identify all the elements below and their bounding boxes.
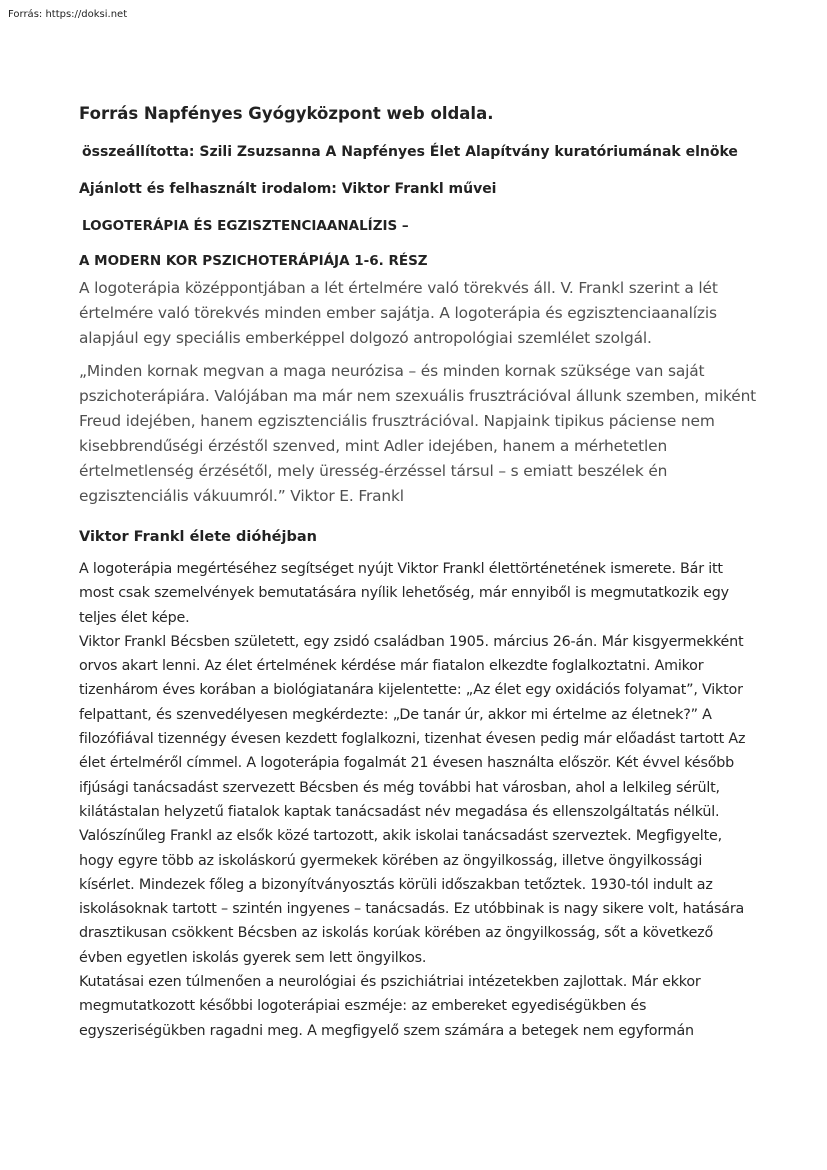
body-paragraph-3: Kutatásai ezen túlmenően a neurológiai és pszichiátriai intézetekben zajlottak. Már ekkor megmutatkozott későbbi logoterápiai eszméje: az embereket egyediségükben és egyszeriségükben ragadni meg. A megfigyelő szem számára a betegek nem egyformán (79, 974, 701, 1039)
sub-heading: A MODERN KOR PSZICHOTERÁPIÁJA 1-6. RÉSZ (79, 253, 428, 269)
literature-line: Ajánlott és felhasznált irodalom: Viktor Frankl művei (79, 181, 497, 197)
intro-paragraph: A logoterápia középpontjában a lét értelmére való törekvés áll. V. Frankl szerint a lét értelmére való törekvés minden ember sajátja. A logoterápia és egzisztenciaanalízis alapjául egy speciális emberképpel dolgozó antropológiai szemlélet szolgál. (79, 279, 718, 347)
source-label: Forrás: https://doksi.net (8, 9, 128, 20)
frankl-quote-paragraph: „Minden kornak megvan a maga neurózisa – és minden kornak szüksége van saját pszichoterápiára. Valójában ma már nem szexuális frusztrációval állunk szemben, miként Freud idejében, hanem egzisztenciális frusztrációval. Napjaink tipikus páciense nem kisebbrendűségi érzéstől szenved, mint Adler idejében, hanem a mérhetetlen értelmetlenség érzésétől, mely üresség-érzéssel társul – s emiatt beszélek én egzisztenciális vákuumról.” Viktor E. Frankl (79, 362, 757, 505)
main-heading: LOGOTERÁPIA ÉS EGZISZTENCIAANALÍZIS – (82, 218, 409, 234)
body-paragraph-2: Viktor Frankl Bécsben született, egy zsidó családban 1905. március 26-án. Már kisgyermekként orvos akart lenni. Az élet értelmének kérdése már fiatalon elkezdte foglalkoztatni. Amikor tizenhárom éves korában a biológiatanára kijelentette: „Az élet egy oxidációs folyamat”, Viktor felpattant, és szenvedélyesen megkérdezte: „De tanár úr, akkor mi értelme az életnek?” A filozófiával tizennégy évesen kezdett foglalkozni, tizenhat évesen pedig már előadást tartott Az élet értelméről címmel. A logoterápia fogalmát 21 évesen használta először. Két évvel később ifjúsági tanácsadást szervezett Bécsben és még további hat városban, ahol a lelkileg sérült, kilátástalan helyzetű fiatalok kaptak tanácsadást név megadása és ellenszolgáltatás nélkül. Valószínűleg Frankl az elsők közé tartozott, akik iskolai tanácsadást szerveztek. Megfigyelte, hogy egyre több az iskoláskorú gyermekek körében az öngyilkosság, illetve öngyilkossági kísérlet. Mindezek főleg a bizonyítványosztás körüli időszakban tetőztek. 1930-tól indult az iskolásoknak tartott – szintén ingyenes – tanácsadás. Ez utóbbinak is nagy sikere volt, hatására drasztikusan csökkent Bécsben az iskolás korúak körében az öngyilkosság, sőt a következő évben egyetlen iskolás gyerek sem lett öngyilkos. (79, 633, 746, 966)
body-paragraph-1: A logoterápia megértéséhez segítséget nyújt Viktor Frankl élettörténetének ismerete. Bár itt most csak szemelvények bemutatására nyílik lehetőség, már ennyiből is megmutatkozik egy teljes élet képe. (79, 561, 729, 626)
section-title: Viktor Frankl élete dióhéjban (79, 529, 317, 545)
document-title: Forrás Napfényes Gyógyközpont web oldala. (79, 104, 494, 123)
compiled-by-line: összeállította: Szili Zsuzsanna A Napfényes Élet Alapítvány kuratóriumának elnöke (82, 144, 738, 160)
document-page (79, 100, 759, 1043)
